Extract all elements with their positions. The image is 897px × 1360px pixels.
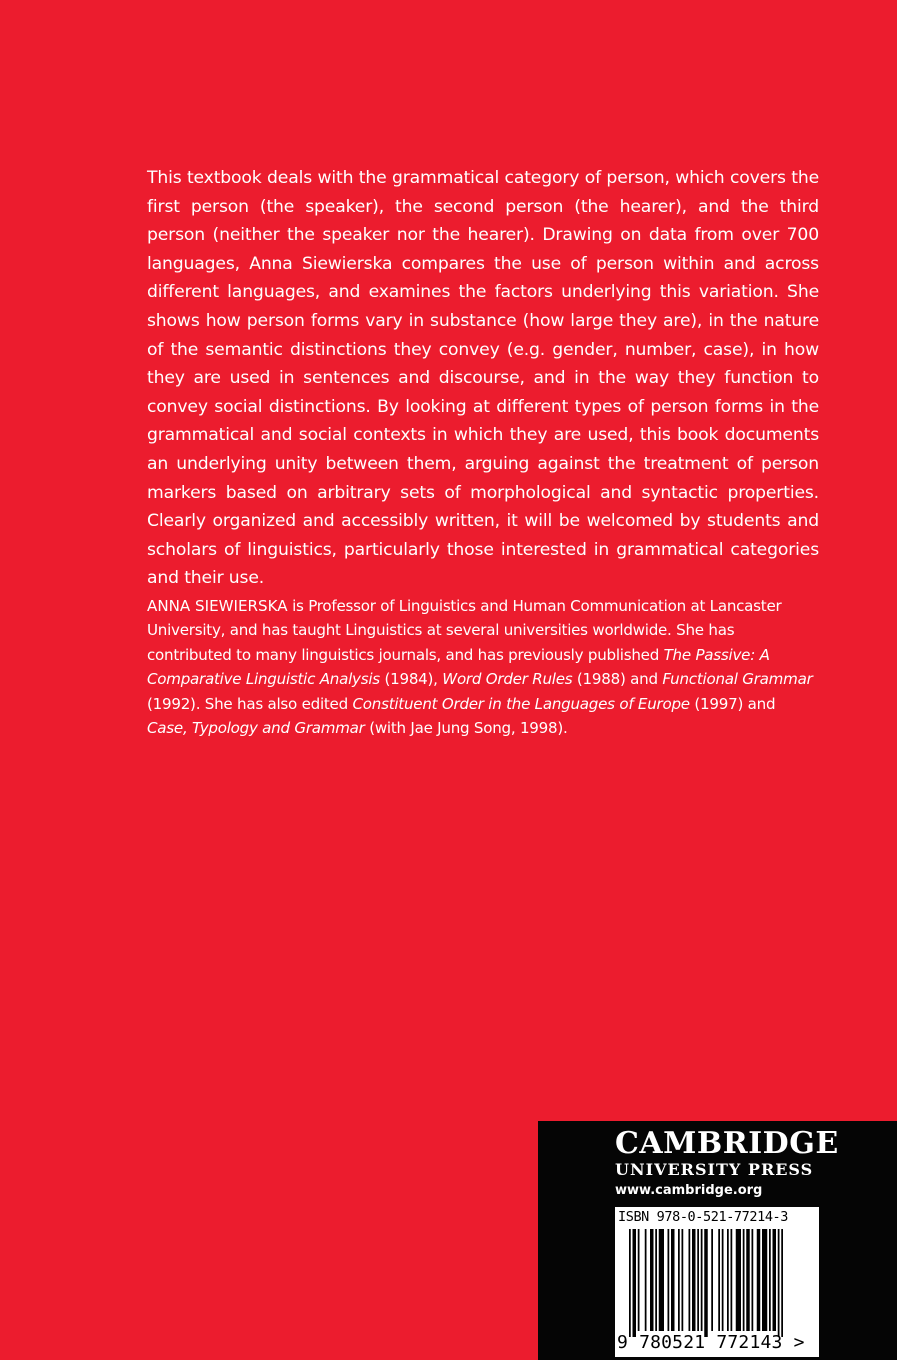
barcode-bar-6 xyxy=(659,1229,664,1331)
barcode-bar-2 xyxy=(638,1229,640,1331)
ean-digits: 9 780521 772143 > xyxy=(617,1332,805,1353)
barcode-bar-22 xyxy=(743,1229,745,1331)
author-bio xyxy=(147,594,819,740)
barcode-bar-8 xyxy=(671,1229,675,1331)
barcode-bar-11 xyxy=(689,1229,691,1331)
publisher-box xyxy=(538,1121,897,1360)
barcode-bar-28 xyxy=(773,1229,777,1331)
barcode-bar-10 xyxy=(682,1229,684,1331)
barcode-bar-27 xyxy=(769,1229,771,1331)
barcode-bar-5 xyxy=(655,1229,657,1331)
barcode-bar-23 xyxy=(746,1229,750,1331)
book-title: The Passive: A Comparative Linguistic Analysis xyxy=(147,645,770,689)
bio-text: (1997) and xyxy=(689,694,776,713)
barcode-bar-30 xyxy=(781,1229,783,1337)
barcode-bar-29 xyxy=(778,1229,780,1337)
bio-text: (1988) and xyxy=(572,670,663,689)
publisher-logo: CAMBRIDGE xyxy=(615,1126,839,1161)
barcode-bar-12 xyxy=(692,1229,696,1331)
barcode-bar-4 xyxy=(650,1229,654,1331)
bio-text: is Professor of Linguistics and Human Communication at Lancaster University, and has taught Linguistics at several universities worldwide. She has contributed to many linguistics journals, and has previously published xyxy=(147,597,782,664)
bio-text: (1984), xyxy=(379,670,443,689)
barcode-bar-13 xyxy=(697,1229,699,1331)
barcode-bar-0 xyxy=(629,1229,631,1337)
barcode-bar-20 xyxy=(731,1229,733,1331)
bio-text: (1992). She has also edited xyxy=(147,694,353,713)
barcode-bar-21 xyxy=(736,1229,741,1331)
barcode-bar-17 xyxy=(718,1229,720,1331)
barcode-bar-24 xyxy=(752,1229,754,1331)
barcode-bar-15 xyxy=(704,1229,708,1337)
book-title: Functional Grammar xyxy=(662,670,813,689)
barcode-bar-7 xyxy=(668,1229,670,1331)
barcode-bar-9 xyxy=(678,1229,680,1331)
barcode-bar-25 xyxy=(757,1229,761,1331)
book-title: Word Order Rules xyxy=(442,670,573,689)
book-title: Case, Typology and Grammar xyxy=(147,719,365,738)
barcode-bar-14 xyxy=(701,1229,703,1331)
barcode-bar-26 xyxy=(762,1229,767,1331)
publisher-subtitle: UNIVERSITY PRESS xyxy=(615,1160,814,1179)
bio-text: (with Jae Jung Song, 1998). xyxy=(364,719,568,738)
barcode-bar-19 xyxy=(727,1229,729,1331)
barcode-bar-3 xyxy=(645,1229,647,1331)
barcode-bar-1 xyxy=(633,1229,637,1337)
barcode-card xyxy=(615,1207,819,1357)
isbn-label: ISBN 978-0-521-77214-3 xyxy=(618,1209,789,1225)
book-title: Constituent Order in the Languages of Europe xyxy=(352,694,690,713)
author-name: ANNA SIEWIERSKA xyxy=(147,597,288,615)
barcode-bar-18 xyxy=(722,1229,724,1331)
barcode-bar-16 xyxy=(711,1229,713,1331)
book-blurb: This textbook deals with the grammatical category of person, which covers the first person (the speaker), the second person (the hearer), and the third person (neither the speaker nor the hearer). Drawing on data from over 700 languages, Anna Siewierska compares the use of person within and across different languages, and examines the factors underlying this variation. She shows how person forms vary in substance (how large they are), in the nature of the semantic distinctions they convey (e.g. gender, number, case), in how they are used in sentences and discourse, and in the way they function to convey social distinctions. By looking at different types of person forms in the grammatical and social contexts in which they are used, this book documents an underlying unity between them, arguing against the treatment of person markers based on arbitrary sets of morphological and syntactic properties. Clearly organized and accessibly written, it will be welcomed by students and scholars of linguistics, particularly those interested in grammatical categories and their use. xyxy=(147,168,819,589)
publisher-website: www.cambridge.org xyxy=(615,1183,763,1198)
